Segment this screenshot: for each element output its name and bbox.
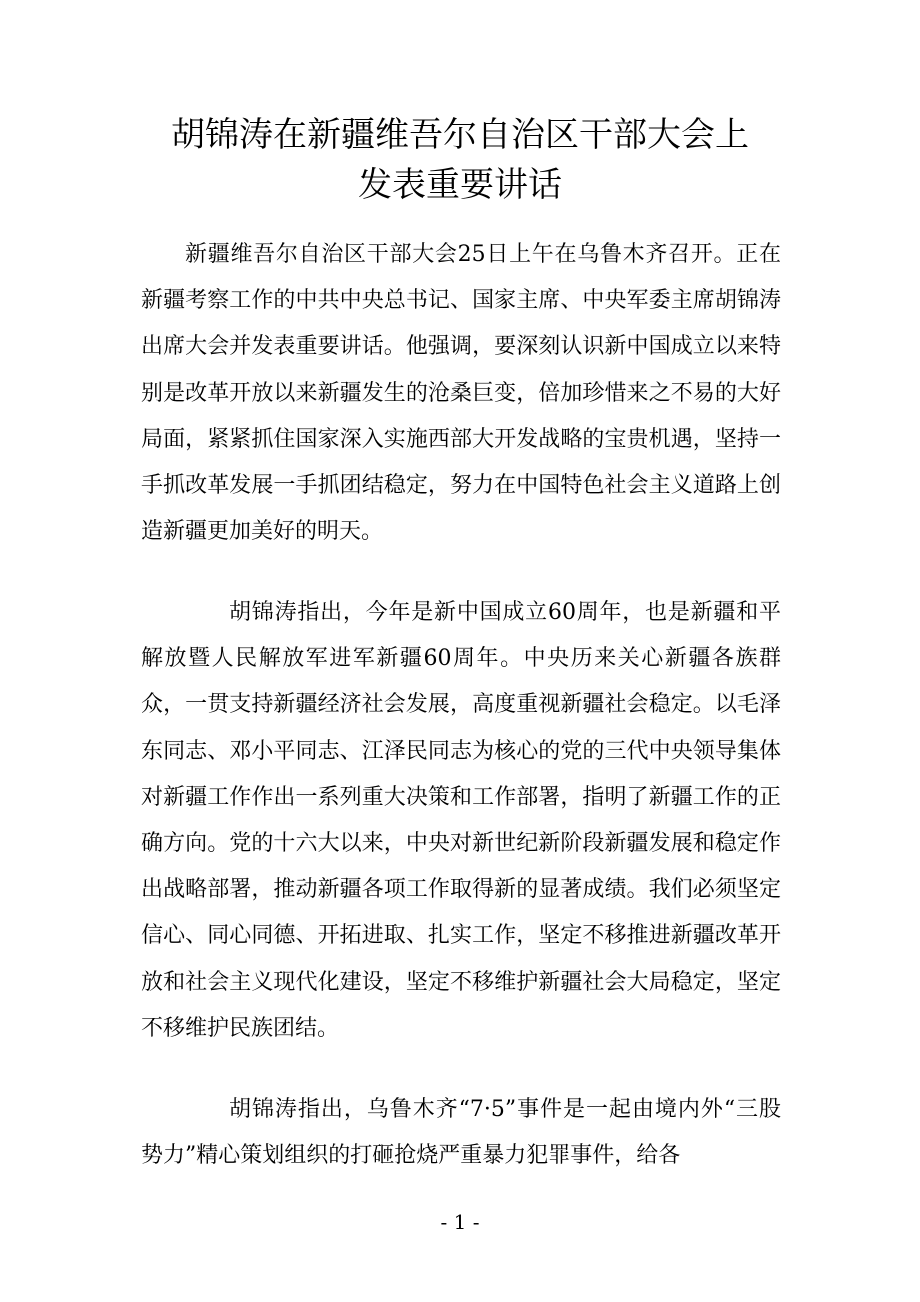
- paragraph-3: 胡锦涛指出，乌鲁木齐“7·5”事件是一起由境内外“三股势力”精心策划组织的打砸抢烧严重暴力犯罪事件，给各: [141, 1097, 781, 1169]
- paragraph-2: 胡锦涛指出，今年是新中国成立60周年，也是新疆和平解放暨人民解放军进军新疆60周年。中央历来关心新疆各族群众，一贯支持新疆经济社会发展，高度重视新疆社会稳定。以毛泽东同志、邓小平同志、江泽民同志为核心的党的三代中央领导集体对新疆工作作出一系列重大决策和工作部署，指明了新疆工作的正确方向。党的十六大以来，中央对新世纪新阶段新疆发展和稳定作出战略部署，推动新疆各项工作取得新的显著成绩。我们必须坚定信心、同心同德、开拓进取、扎实工作，坚定不移推进新疆改革开放和社会主义现代化建设，坚定不移维护新疆社会大局稳定，坚定不移维护民族团结。: [141, 600, 781, 1041]
- page-number: - 1 -: [440, 1210, 480, 1234]
- document-title-line-1: 胡锦涛在新疆维吾尔自治区干部大会上: [171, 115, 749, 155]
- paragraph-1: 新疆维吾尔自治区干部大会25日上午在乌鲁木齐召开。正在新疆考察工作的中共中央总书记、国家主席、中央军委主席胡锦涛出席大会并发表重要讲话。他强调，要深刻认识新中国成立以来特别是改革开放以来新疆发生的沧桑巨变，倍加珍惜来之不易的大好局面，紧紧抓住国家深入实施西部大开发战略的宝贵机遇，坚持一手抓改革发展一手抓团结稳定，努力在中国特色社会主义道路上创造新疆更加美好的明天。: [141, 242, 781, 545]
- document-title-line-2: 发表重要讲话: [358, 165, 562, 205]
